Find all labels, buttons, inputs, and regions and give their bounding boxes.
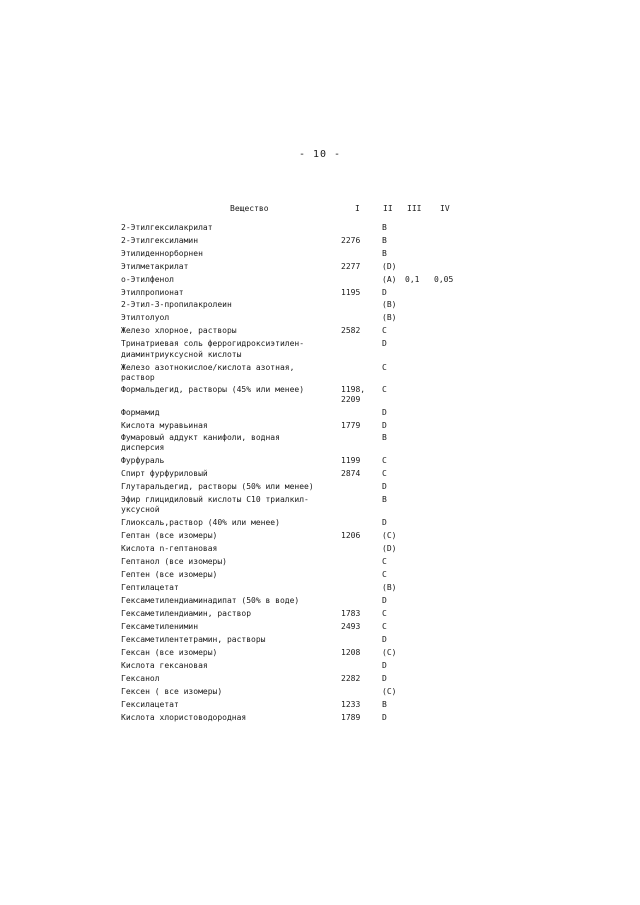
table-row: [0, 350, 640, 362]
header-col-2: II: [383, 204, 393, 213]
col-1-value: 1783: [341, 609, 361, 618]
substance-name: Гексаметиленимин: [121, 622, 199, 631]
col-2-value: C: [382, 570, 387, 579]
header-col-4: IV: [440, 204, 450, 213]
col-2-value: C: [382, 609, 387, 618]
col-1-value: 2209: [341, 395, 361, 404]
col-1-value: 1198,: [341, 385, 366, 394]
substance-name: Железо хлорное, растворы: [121, 326, 237, 335]
col-2-value: D: [382, 596, 387, 605]
table-row: [0, 223, 640, 235]
table-row: [0, 570, 640, 582]
table-row: [0, 236, 640, 248]
col-2-value: D: [382, 408, 387, 417]
header-col-3: III: [407, 204, 422, 213]
col-2-value: B: [382, 236, 387, 245]
substance-name: уксусной: [121, 505, 160, 514]
col-2-value: C: [382, 456, 387, 465]
table-row: [0, 456, 640, 468]
substance-name: Этилметакрилат: [121, 262, 189, 271]
col-2-value: D: [382, 713, 387, 722]
table-row: [0, 373, 640, 385]
substance-name: Глиоксаль,раствор (40% или менее): [121, 518, 280, 527]
table-row: [0, 635, 640, 647]
col-2-value: D: [382, 635, 387, 644]
col-2-value: (A): [382, 275, 397, 284]
substance-name: Тринатриевая соль феррогидроксиэтилен-: [121, 339, 305, 348]
table-row: [0, 395, 640, 407]
col-2-value: (D): [382, 262, 397, 271]
table-row: [0, 443, 640, 455]
col-2-value: (C): [382, 648, 397, 657]
col-2-value: (D): [382, 544, 397, 553]
substance-name: Гексаметилендиаминадипат (50% в воде): [121, 596, 300, 605]
table-row: [0, 583, 640, 595]
substance-name: Гексаметилентетрамин, растворы: [121, 635, 266, 644]
table-row: [0, 648, 640, 660]
substance-name: Гексилацетат: [121, 700, 179, 709]
substance-name: Формамид: [121, 408, 160, 417]
col-2-value: (B): [382, 583, 397, 592]
col-1-value: 1233: [341, 700, 361, 709]
substance-name: Эфир глицидиловый кислоты C10 триалкил-: [121, 495, 309, 504]
col-1-value: 2277: [341, 262, 361, 271]
table-row: [0, 288, 640, 300]
col-1-value: 2276: [341, 236, 361, 245]
col-2-value: D: [382, 421, 387, 430]
col-2-value: D: [382, 674, 387, 683]
col-2-value: C: [382, 469, 387, 478]
table-row: [0, 482, 640, 494]
col-2-value: B: [382, 495, 387, 504]
substance-name: Гексанол: [121, 674, 160, 683]
table-row: [0, 544, 640, 556]
col-1-value: 1789: [341, 713, 361, 722]
col-2-value: C: [382, 557, 387, 566]
col-2-value: C: [382, 385, 387, 394]
substance-name: Гексен ( все изомеры): [121, 687, 223, 696]
col-1-value: 1199: [341, 456, 361, 465]
table-row: [0, 557, 640, 569]
table-row: [0, 421, 640, 433]
substance-name: 2-Этилгексиламин: [121, 236, 199, 245]
header-col-1: I: [355, 204, 360, 213]
col-1-value: 1779: [341, 421, 361, 430]
substance-name: раствор: [121, 373, 155, 382]
col-2-value: C: [382, 363, 387, 372]
substance-name: Кислота хлористоводородная: [121, 713, 247, 722]
substance-name: Этилтолуол: [121, 313, 170, 322]
table-row: [0, 300, 640, 312]
col-2-value: D: [382, 482, 387, 491]
col-2-value: D: [382, 518, 387, 527]
col-1-value: 1195: [341, 288, 361, 297]
substance-name: Гептилацетат: [121, 583, 179, 592]
col-2-value: (B): [382, 300, 397, 309]
substance-name: o-Этилфенол: [121, 275, 174, 284]
col-2-value: (C): [382, 687, 397, 696]
col-2-value: D: [382, 288, 387, 297]
table-row: [0, 609, 640, 621]
page-number: - 10 -: [298, 149, 342, 160]
table-row: [0, 275, 640, 287]
table-row: [0, 687, 640, 699]
substance-name: 2-Этилгексилакрилат: [121, 223, 213, 232]
substance-name: Кислота n-гептановая: [121, 544, 218, 553]
col-2-value: (C): [382, 531, 397, 540]
table-row: [0, 408, 640, 420]
col-2-value: C: [382, 622, 387, 631]
substance-name: Глутаральдегид, растворы (50% или менее): [121, 482, 314, 491]
table-row: [0, 700, 640, 712]
substance-name: диаминтриуксусной кислоты: [121, 350, 242, 359]
table-row: [0, 622, 640, 634]
table-row: [0, 518, 640, 530]
col-1-value: 2493: [341, 622, 361, 631]
col-3-value: 0,1: [405, 275, 420, 284]
col-2-value: B: [382, 223, 387, 232]
substance-name: Фурфураль: [121, 456, 165, 465]
table-row: [0, 326, 640, 338]
col-1-value: 1208: [341, 648, 361, 657]
substance-name: Формальдегид, растворы (45% или менее): [121, 385, 305, 394]
substance-name: Гексан (все изомеры): [121, 648, 218, 657]
col-2-value: C: [382, 326, 387, 335]
table-row: [0, 661, 640, 673]
col-2-value: B: [382, 700, 387, 709]
table-row: [0, 505, 640, 517]
substance-name: Кислота гексановая: [121, 661, 208, 670]
col-2-value: B: [382, 249, 387, 258]
col-2-value: (B): [382, 313, 397, 322]
col-1-value: 2582: [341, 326, 361, 335]
header-substance: Вещество: [230, 204, 269, 213]
table-row: [0, 531, 640, 543]
table-row: [0, 469, 640, 481]
col-1-value: 1206: [341, 531, 361, 540]
col-1-value: 2282: [341, 674, 361, 683]
col-2-value: D: [382, 339, 387, 348]
table-row: [0, 713, 640, 725]
substance-name: Гептан (все изомеры): [121, 531, 218, 540]
substance-name: Спирт фурфуриловый: [121, 469, 208, 478]
table-row: [0, 674, 640, 686]
substance-name: Фумаровый аддукт канифоли, водная: [121, 433, 280, 442]
col-4-value: 0,05: [434, 275, 454, 284]
table-row: [0, 249, 640, 261]
substance-name: Этилиденнорборнен: [121, 249, 203, 258]
substance-name: 2-Этил-3-пропилакролеин: [121, 300, 232, 309]
substance-name: дисперсия: [121, 443, 165, 452]
col-2-value: B: [382, 433, 387, 442]
substance-name: Этилпропионат: [121, 288, 184, 297]
substance-name: Гексаметилендиамин, раствор: [121, 609, 252, 618]
substance-name: Кислота муравьиная: [121, 421, 208, 430]
col-2-value: D: [382, 661, 387, 670]
col-1-value: 2874: [341, 469, 361, 478]
substance-name: Железо азотнокислое/кислота азотная,: [121, 363, 295, 372]
substance-name: Гептен (все изомеры): [121, 570, 218, 579]
substance-name: Гептанол (все изомеры): [121, 557, 227, 566]
table-row: [0, 596, 640, 608]
table-row: [0, 313, 640, 325]
table-row: [0, 262, 640, 274]
